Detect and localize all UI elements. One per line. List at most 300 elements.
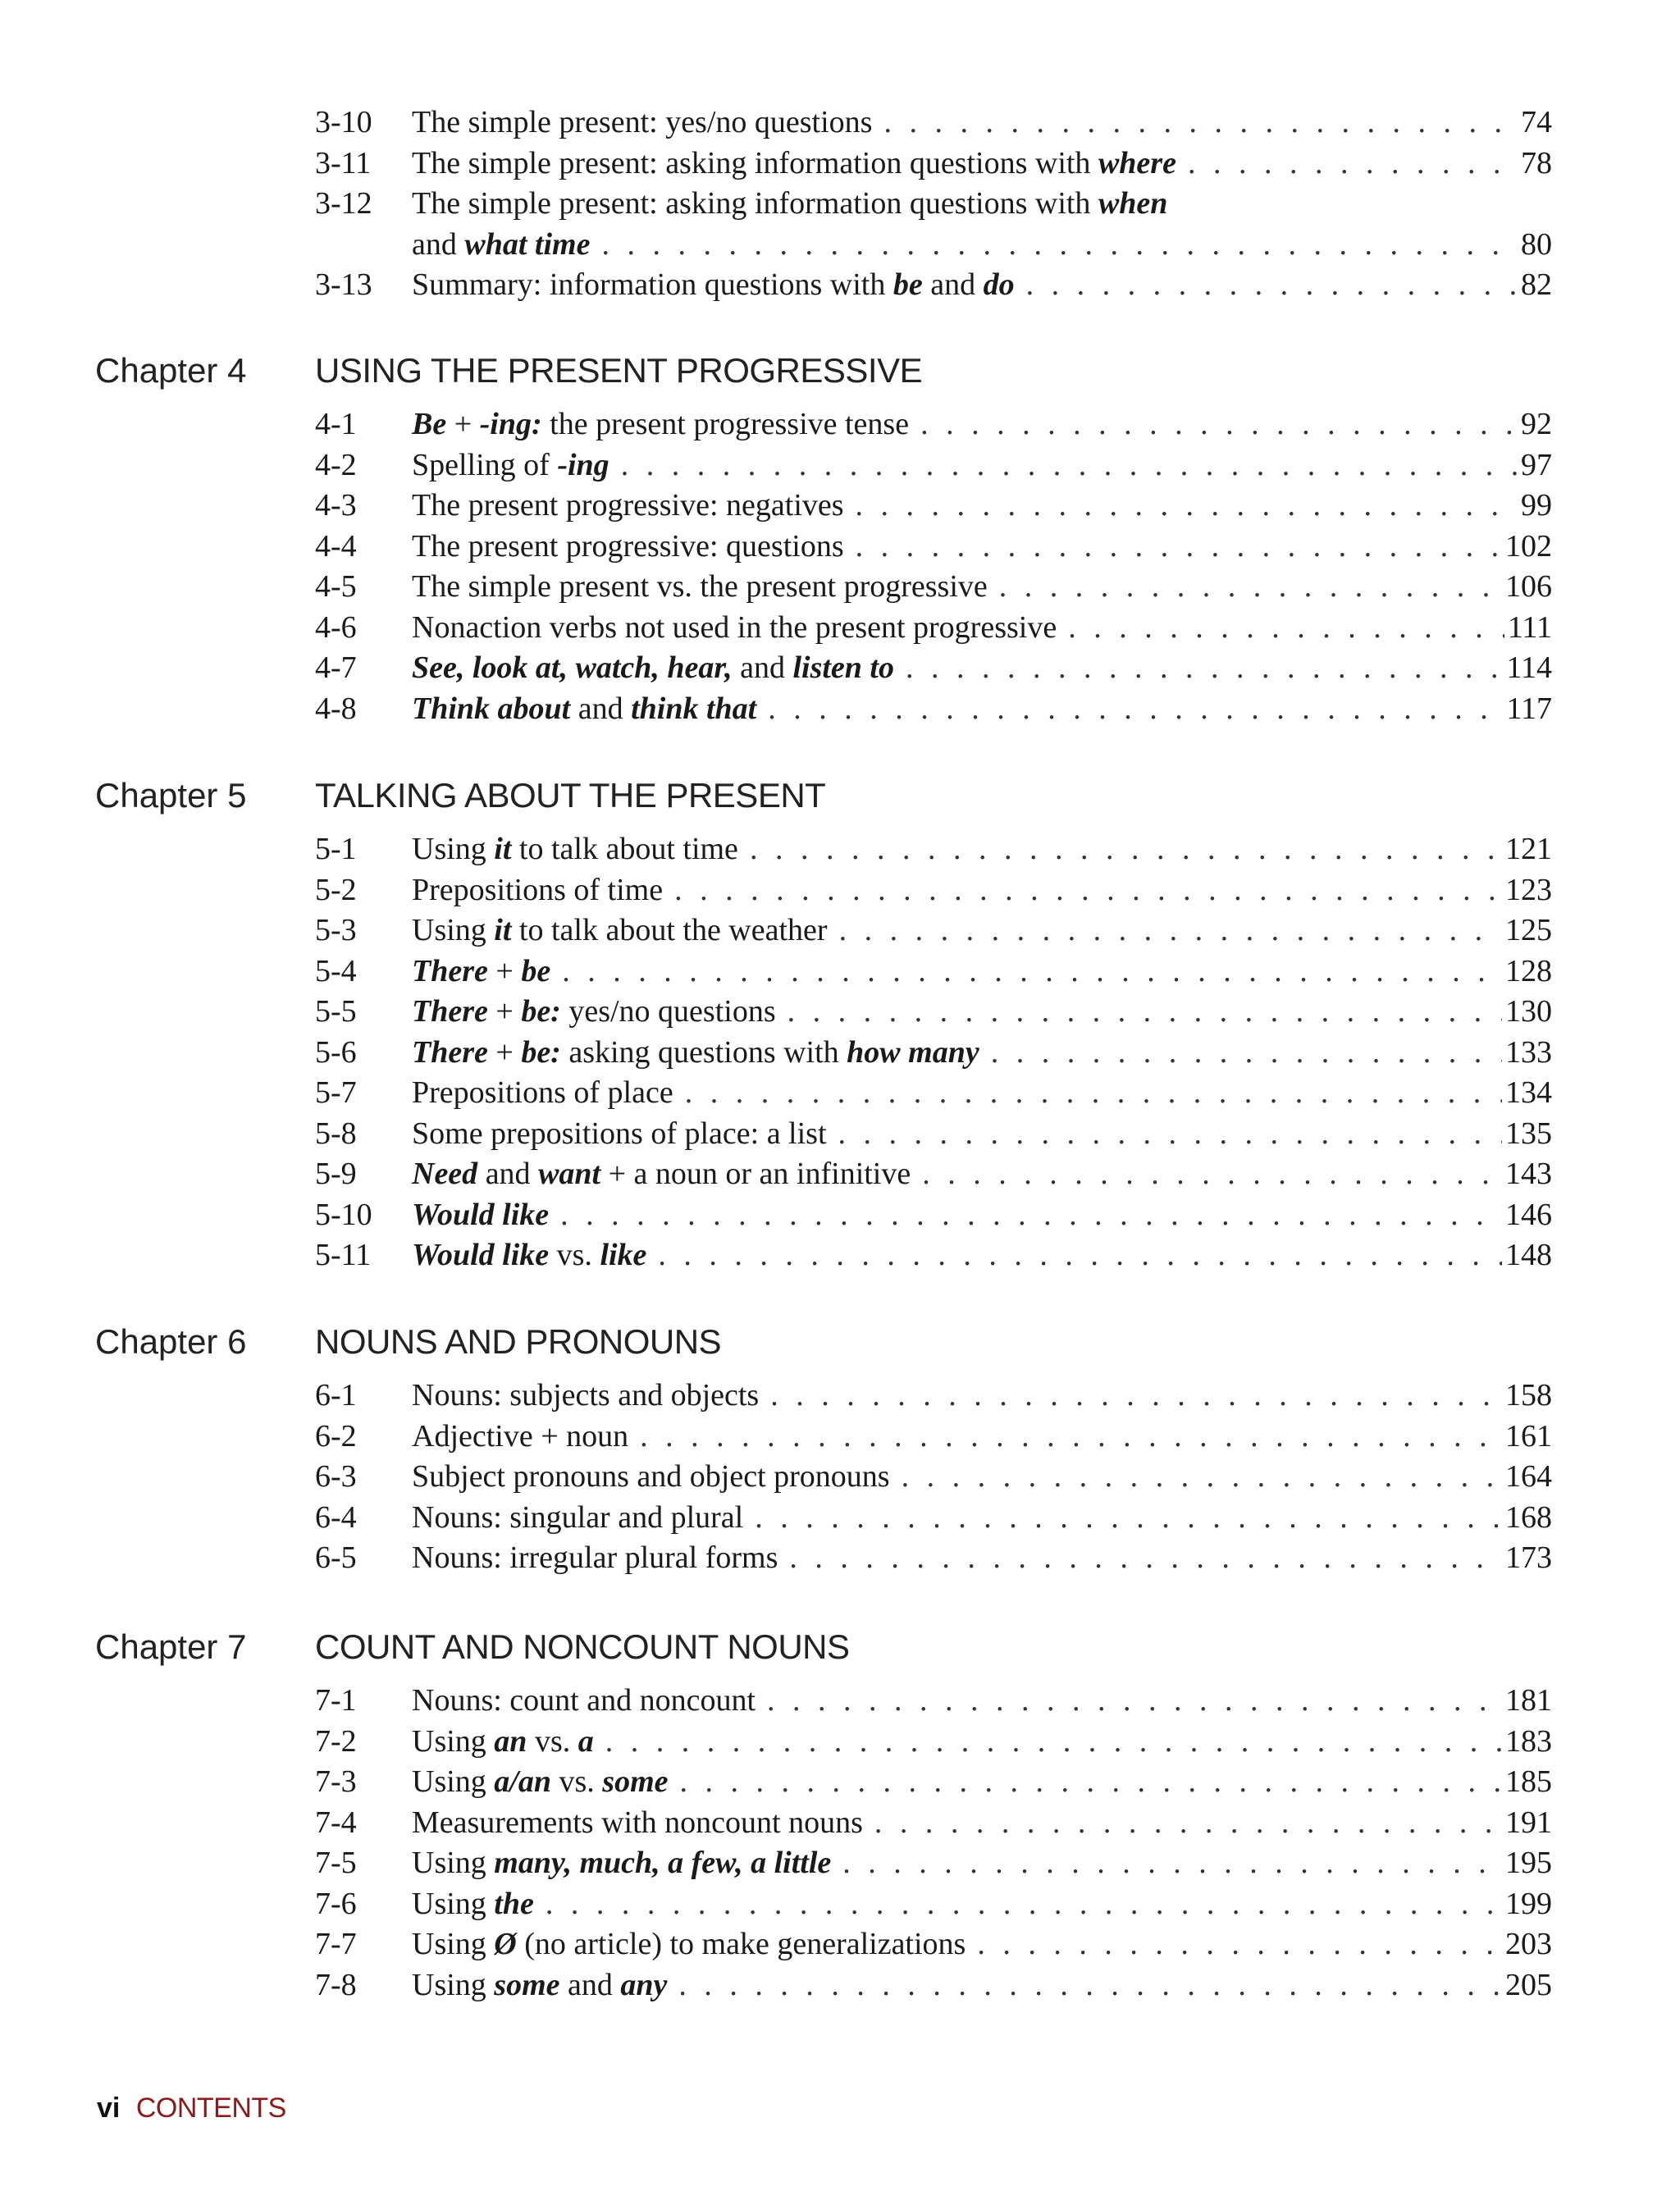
section-title bbox=[412, 1965, 667, 2006]
section-title bbox=[412, 485, 844, 526]
title-text: Using bbox=[412, 832, 495, 866]
page-ref: 199 bbox=[1505, 1886, 1552, 1921]
emphasis-term: where bbox=[1098, 145, 1176, 180]
section-title bbox=[412, 264, 1015, 305]
page-ref: 146 bbox=[1505, 1197, 1552, 1232]
emphasis-term: many, much, a few, a little bbox=[494, 1846, 832, 1880]
section-title bbox=[412, 1153, 911, 1194]
emphasis-term: some bbox=[494, 1967, 560, 2002]
emphasis-term: be: bbox=[521, 994, 561, 1029]
title-text: Spelling of bbox=[412, 447, 558, 482]
title-text: and bbox=[732, 650, 793, 685]
page-ref: 191 bbox=[1505, 1805, 1552, 1840]
entry-body bbox=[412, 102, 1552, 143]
title-text: Nouns: subjects and objects bbox=[412, 1378, 760, 1412]
section-title bbox=[412, 869, 663, 910]
toc-entry[interactable] bbox=[0, 1883, 1680, 1924]
entry-body bbox=[412, 1924, 1552, 1965]
entry-body bbox=[412, 485, 1552, 526]
dot-leader bbox=[902, 1456, 1502, 1497]
entry-body bbox=[412, 1194, 1552, 1235]
page-ref: 205 bbox=[1505, 1967, 1552, 2002]
dot-leader bbox=[750, 828, 1502, 869]
chapter-label: Chapter 5 bbox=[95, 776, 247, 815]
entry-body bbox=[412, 224, 1552, 265]
section-number: 6-5 bbox=[315, 1540, 357, 1575]
title-text: The simple present: yes/no questions bbox=[412, 105, 873, 139]
entry-body bbox=[412, 1456, 1552, 1497]
dot-leader bbox=[680, 1761, 1502, 1802]
emphasis-term: any bbox=[620, 1967, 668, 2002]
dot-leader bbox=[838, 1113, 1502, 1154]
section-number: 4-5 bbox=[315, 569, 357, 604]
title-text: Prepositions of time bbox=[412, 872, 664, 907]
entry-body bbox=[412, 1965, 1552, 2006]
emphasis-term: do bbox=[983, 267, 1015, 302]
dot-leader bbox=[560, 1194, 1502, 1235]
chapter-title[interactable]: NOUNS AND PRONOUNS bbox=[315, 1322, 722, 1361]
emphasis-term: it bbox=[494, 832, 512, 866]
page-ref: 135 bbox=[1505, 1116, 1552, 1151]
section-title bbox=[412, 688, 756, 729]
title-text: vs. bbox=[527, 1723, 578, 1759]
chapter-label: Chapter 6 bbox=[95, 1322, 247, 1361]
title-text: asking questions with bbox=[560, 1034, 847, 1070]
title-text: to talk about time bbox=[511, 832, 738, 866]
toc-entry[interactable] bbox=[0, 445, 1680, 486]
running-footer-label: CONTENTS bbox=[135, 2092, 286, 2124]
dot-leader bbox=[770, 1375, 1502, 1416]
page-ref: 114 bbox=[1506, 650, 1552, 685]
toc-entry[interactable] bbox=[0, 1153, 1680, 1194]
dot-leader bbox=[755, 1497, 1502, 1538]
section-number: 5-3 bbox=[315, 913, 357, 947]
emphasis-term: an bbox=[494, 1723, 527, 1759]
section-number: 5-11 bbox=[315, 1238, 372, 1272]
title-text: The simple present vs. the present progressive bbox=[412, 569, 988, 604]
title-text: the present progressive tense bbox=[541, 407, 910, 441]
emphasis-term: a bbox=[578, 1723, 594, 1759]
page-ref: 161 bbox=[1505, 1418, 1552, 1454]
section-number: 4-6 bbox=[315, 609, 357, 645]
page-ref: 102 bbox=[1505, 528, 1552, 564]
section-title bbox=[412, 102, 872, 143]
section-title bbox=[412, 1761, 669, 1802]
title-text: Measurements with noncount nouns bbox=[412, 1805, 863, 1840]
section-number: 5-10 bbox=[315, 1197, 372, 1232]
section-number: 7-8 bbox=[315, 1967, 357, 2002]
entry-body bbox=[412, 526, 1552, 567]
section-number: 6-2 bbox=[315, 1418, 357, 1454]
section-title bbox=[412, 910, 828, 951]
section-title bbox=[412, 1537, 778, 1578]
title-text: Adjective + noun bbox=[412, 1418, 629, 1454]
toc-entry[interactable] bbox=[0, 566, 1680, 607]
entry-body bbox=[412, 1375, 1552, 1416]
chapter-label: Chapter 4 bbox=[95, 351, 247, 390]
entry-body bbox=[412, 1416, 1552, 1457]
page-ref: 92 bbox=[1521, 407, 1552, 441]
page-ref: 82 bbox=[1521, 267, 1552, 302]
section-number: 3-12 bbox=[315, 186, 372, 221]
emphasis-term: listen to bbox=[792, 650, 894, 685]
section-number: 5-4 bbox=[315, 953, 357, 988]
section-number: 4-2 bbox=[315, 447, 357, 482]
section-title bbox=[412, 607, 1057, 648]
entry-body bbox=[412, 566, 1552, 607]
section-number: 3-13 bbox=[315, 267, 372, 302]
section-title bbox=[412, 143, 1176, 184]
page-ref: 117 bbox=[1506, 691, 1552, 726]
toc-entry[interactable] bbox=[0, 143, 1680, 184]
title-text: Using bbox=[412, 1927, 495, 1961]
page-ref: 195 bbox=[1505, 1846, 1552, 1880]
page-ref: 148 bbox=[1505, 1238, 1552, 1272]
emphasis-term: Need bbox=[412, 1157, 478, 1191]
page-ref: 203 bbox=[1505, 1927, 1552, 1961]
dot-leader bbox=[1068, 607, 1504, 648]
toc-entry[interactable] bbox=[0, 688, 1680, 729]
section-title bbox=[412, 1802, 863, 1843]
dot-leader bbox=[922, 1153, 1502, 1194]
entry-body bbox=[412, 404, 1552, 445]
emphasis-term: think that bbox=[631, 691, 757, 726]
entry-body bbox=[412, 445, 1552, 486]
emphasis-term: -ing: bbox=[479, 407, 542, 441]
dot-leader bbox=[678, 1965, 1502, 2006]
dot-leader bbox=[999, 566, 1502, 607]
emphasis-term: See, look at, watch, hear, bbox=[412, 650, 733, 685]
entry-body bbox=[412, 647, 1552, 688]
page-ref: 106 bbox=[1505, 569, 1552, 604]
title-text: Using bbox=[412, 913, 495, 947]
section-number: 6-3 bbox=[315, 1459, 357, 1494]
dot-leader bbox=[1188, 143, 1518, 184]
section-title bbox=[412, 1194, 549, 1235]
page-number: vi bbox=[97, 2092, 121, 2124]
dot-leader bbox=[640, 1416, 1502, 1457]
section-title bbox=[412, 1842, 831, 1883]
section-title bbox=[412, 1416, 628, 1457]
page-ref: 181 bbox=[1505, 1683, 1552, 1718]
section-number: 5-8 bbox=[315, 1116, 357, 1151]
section-number: 5-7 bbox=[315, 1075, 357, 1110]
toc-entry[interactable] bbox=[0, 183, 1680, 224]
emphasis-term: Would like bbox=[412, 1238, 550, 1272]
section-title bbox=[412, 566, 988, 607]
title-text: + bbox=[487, 994, 522, 1029]
emphasis-term: some bbox=[602, 1764, 669, 1799]
page-ref: 183 bbox=[1505, 1723, 1552, 1759]
section-number: 4-3 bbox=[315, 488, 357, 523]
toc-entry[interactable] bbox=[0, 485, 1680, 526]
title-text: Nonaction verbs not used in the present progressive bbox=[412, 609, 1057, 645]
page-ref: 78 bbox=[1521, 145, 1552, 180]
emphasis-term: There bbox=[412, 1034, 488, 1070]
toc-entry[interactable] bbox=[0, 1375, 1680, 1416]
title-text: Subject pronouns and object pronouns bbox=[412, 1459, 890, 1494]
toc-entry[interactable] bbox=[0, 991, 1680, 1032]
section-number: 4-4 bbox=[315, 528, 357, 564]
page-ref: 99 bbox=[1521, 488, 1552, 523]
toc-entry[interactable] bbox=[0, 1194, 1680, 1235]
toc-entry[interactable] bbox=[0, 1497, 1680, 1538]
chapter-label: Chapter 7 bbox=[95, 1627, 247, 1666]
section-number: 3-10 bbox=[315, 105, 372, 139]
title-text: Using bbox=[412, 1886, 495, 1921]
toc-entry-continuation[interactable] bbox=[0, 224, 1680, 265]
emphasis-term: Be bbox=[412, 407, 447, 441]
toc-entry[interactable] bbox=[0, 102, 1680, 143]
title-text: + bbox=[487, 953, 522, 988]
toc-entry[interactable] bbox=[0, 1965, 1680, 2006]
chapter-title[interactable]: COUNT AND NONCOUNT NOUNS bbox=[315, 1627, 850, 1666]
toc-entry[interactable] bbox=[0, 1456, 1680, 1497]
page-ref: 74 bbox=[1521, 105, 1552, 139]
title-text: Using bbox=[412, 1764, 495, 1799]
emphasis-term: what time bbox=[464, 226, 591, 262]
title-text: The simple present: asking information questions with bbox=[412, 145, 1098, 180]
title-text: and bbox=[922, 267, 984, 302]
title-text: The present progressive: questions bbox=[412, 528, 844, 564]
title-text: vs. bbox=[551, 1764, 603, 1799]
page-ref: 164 bbox=[1505, 1459, 1552, 1494]
dot-leader bbox=[839, 910, 1502, 951]
toc-entry[interactable] bbox=[0, 404, 1680, 445]
title-text: The simple present: asking information questions with bbox=[412, 186, 1098, 221]
entry-body bbox=[412, 991, 1552, 1032]
title-text: The present progressive: negatives bbox=[412, 488, 844, 523]
toc-entry[interactable] bbox=[0, 1924, 1680, 1965]
toc-entry[interactable] bbox=[0, 1032, 1680, 1073]
toc-entry[interactable] bbox=[0, 1842, 1680, 1883]
emphasis-term: be bbox=[521, 953, 551, 988]
dot-leader bbox=[767, 1680, 1502, 1721]
toc-entry[interactable] bbox=[0, 1802, 1680, 1843]
entry-body bbox=[412, 1761, 1552, 1802]
section-title bbox=[412, 1924, 966, 1965]
page-ref: 128 bbox=[1505, 953, 1552, 988]
title-text: and bbox=[570, 691, 632, 726]
toc-entry[interactable] bbox=[0, 647, 1680, 688]
emphasis-term: There bbox=[412, 994, 488, 1029]
entry-body bbox=[412, 1802, 1552, 1843]
toc-entry[interactable] bbox=[0, 1072, 1680, 1113]
entry-body bbox=[412, 1680, 1552, 1721]
page-ref: 97 bbox=[1521, 447, 1552, 482]
section-number: 5-2 bbox=[315, 872, 357, 907]
title-text: to talk about the weather bbox=[511, 913, 828, 947]
emphasis-term: -ing bbox=[557, 447, 609, 482]
dot-leader bbox=[562, 951, 1502, 992]
page-ref: 111 bbox=[1507, 609, 1552, 645]
section-title bbox=[412, 1497, 743, 1538]
page-ref: 130 bbox=[1505, 994, 1552, 1029]
section-title bbox=[412, 1234, 646, 1276]
section-title bbox=[412, 828, 738, 869]
toc-entry[interactable] bbox=[0, 1113, 1680, 1154]
entry-body bbox=[412, 1234, 1552, 1276]
emphasis-term: how many bbox=[847, 1034, 979, 1070]
page-ref: 143 bbox=[1505, 1157, 1552, 1191]
section-number: 6-4 bbox=[315, 1499, 357, 1535]
entry-body bbox=[412, 869, 1552, 910]
title-text: (no article) to make generalizations bbox=[516, 1927, 966, 1961]
toc-entry[interactable] bbox=[0, 1721, 1680, 1762]
section-number: 7-6 bbox=[315, 1886, 357, 1921]
dot-leader bbox=[601, 224, 1518, 265]
toc-entry[interactable] bbox=[0, 1761, 1680, 1802]
section-number: 7-2 bbox=[315, 1723, 357, 1759]
toc-entry[interactable] bbox=[0, 951, 1680, 992]
dot-leader bbox=[856, 526, 1502, 567]
section-title bbox=[412, 1113, 827, 1154]
chapter-title[interactable]: USING THE PRESENT PROGRESSIVE bbox=[315, 351, 923, 390]
dot-leader bbox=[856, 485, 1518, 526]
section-number: 7-5 bbox=[315, 1846, 357, 1880]
section-number: 7-3 bbox=[315, 1764, 357, 1799]
title-text: Prepositions of place bbox=[412, 1075, 673, 1110]
emphasis-term: be: bbox=[521, 1034, 561, 1070]
title-text: Nouns: count and noncount bbox=[412, 1683, 756, 1718]
section-title bbox=[412, 526, 844, 567]
page-ref: 80 bbox=[1521, 226, 1552, 262]
section-title bbox=[412, 951, 550, 992]
toc-entry[interactable] bbox=[0, 828, 1680, 869]
chapter-title[interactable]: TALKING ABOUT THE PRESENT bbox=[315, 776, 826, 815]
toc-entry[interactable] bbox=[0, 607, 1680, 648]
entry-body bbox=[412, 1721, 1552, 1762]
section-number: 4-8 bbox=[315, 691, 357, 726]
title-text: + a noun or an infinitive bbox=[600, 1157, 911, 1191]
dot-leader bbox=[977, 1924, 1502, 1965]
section-number: 7-1 bbox=[315, 1683, 357, 1718]
toc-entry[interactable] bbox=[0, 264, 1680, 305]
section-title bbox=[412, 1375, 759, 1416]
toc-entry[interactable] bbox=[0, 910, 1680, 951]
section-title bbox=[412, 1680, 756, 1721]
title-text: + bbox=[446, 407, 480, 441]
section-title bbox=[412, 647, 894, 688]
page-ref: 168 bbox=[1505, 1499, 1552, 1535]
page-ref: 121 bbox=[1505, 832, 1552, 866]
section-number: 5-9 bbox=[315, 1157, 357, 1191]
section-number: 7-4 bbox=[315, 1805, 357, 1840]
emphasis-term: Think about bbox=[412, 691, 571, 726]
page-ref: 185 bbox=[1505, 1764, 1552, 1799]
dot-leader bbox=[920, 404, 1518, 445]
toc-entry[interactable] bbox=[0, 526, 1680, 567]
entry-body bbox=[412, 910, 1552, 951]
page-footer bbox=[97, 2090, 286, 2126]
entry-body bbox=[412, 1842, 1552, 1883]
section-title bbox=[412, 224, 590, 265]
dot-leader bbox=[883, 102, 1518, 143]
section-number: 4-7 bbox=[315, 650, 357, 685]
toc-entry[interactable] bbox=[0, 1416, 1680, 1457]
entry-body bbox=[412, 1537, 1552, 1578]
toc-entry[interactable] bbox=[0, 1537, 1680, 1578]
title-text: vs. bbox=[549, 1238, 600, 1272]
dot-leader bbox=[658, 1234, 1502, 1276]
section-title bbox=[412, 991, 776, 1032]
emphasis-term: it bbox=[494, 913, 512, 947]
emphasis-term: a/an bbox=[494, 1764, 551, 1799]
section-title bbox=[412, 1456, 890, 1497]
toc-entry[interactable] bbox=[0, 1234, 1680, 1276]
title-text: Summary: information questions with bbox=[412, 267, 893, 302]
dot-leader bbox=[674, 869, 1502, 910]
title-text: and bbox=[412, 226, 465, 262]
entry-body bbox=[412, 1072, 1552, 1113]
dot-leader bbox=[874, 1802, 1502, 1843]
section-number: 5-1 bbox=[315, 832, 357, 866]
entry-body bbox=[412, 1497, 1552, 1538]
toc-entry[interactable] bbox=[0, 869, 1680, 910]
emphasis-term: Would like bbox=[412, 1197, 550, 1232]
entry-body bbox=[412, 607, 1552, 648]
dot-leader bbox=[789, 1537, 1502, 1578]
entry-body bbox=[412, 1032, 1552, 1073]
section-number: 5-6 bbox=[315, 1034, 357, 1070]
entry-body bbox=[412, 688, 1552, 729]
emphasis-term: Ø bbox=[494, 1927, 517, 1961]
emphasis-term: like bbox=[600, 1238, 647, 1272]
section-title bbox=[412, 445, 609, 486]
emphasis-term: want bbox=[538, 1157, 601, 1191]
title-text: Nouns: irregular plural forms bbox=[412, 1540, 778, 1575]
title-text: Some prepositions of place: a list bbox=[412, 1116, 827, 1151]
section-title bbox=[412, 1883, 534, 1924]
page-ref: 158 bbox=[1505, 1378, 1552, 1412]
section-number: 4-1 bbox=[315, 407, 357, 441]
dot-leader bbox=[788, 991, 1502, 1032]
section-number: 6-1 bbox=[315, 1378, 357, 1412]
dot-leader bbox=[685, 1072, 1502, 1113]
title-text: Using bbox=[412, 1846, 495, 1880]
page-ref: 173 bbox=[1505, 1540, 1552, 1575]
section-number: 7-7 bbox=[315, 1927, 357, 1961]
title-text: + bbox=[487, 1034, 522, 1070]
title-text: Nouns: singular and plural bbox=[412, 1499, 744, 1535]
page-ref: 134 bbox=[1505, 1075, 1552, 1110]
entry-body bbox=[412, 264, 1552, 305]
dot-leader bbox=[546, 1883, 1502, 1924]
page-ref: 123 bbox=[1505, 872, 1552, 907]
title-text: and bbox=[559, 1967, 621, 2002]
emphasis-term: the bbox=[494, 1886, 534, 1921]
dot-leader bbox=[906, 647, 1503, 688]
title-text: and bbox=[477, 1157, 539, 1191]
section-title bbox=[412, 1032, 979, 1073]
page-ref: 133 bbox=[1505, 1034, 1552, 1070]
dot-leader bbox=[991, 1032, 1502, 1073]
dot-leader bbox=[842, 1842, 1502, 1883]
section-title bbox=[412, 183, 1167, 224]
page-ref: 125 bbox=[1505, 913, 1552, 947]
title-text: Using bbox=[412, 1967, 495, 2002]
toc-entry[interactable] bbox=[0, 1680, 1680, 1721]
emphasis-term: There bbox=[412, 953, 488, 988]
title-text: Using bbox=[412, 1723, 495, 1759]
dot-leader bbox=[1026, 264, 1518, 305]
emphasis-term: when bbox=[1098, 186, 1168, 221]
title-text: yes/no questions bbox=[560, 994, 776, 1029]
section-title bbox=[412, 1072, 673, 1113]
emphasis-term: be bbox=[892, 267, 923, 302]
entry-body bbox=[412, 143, 1552, 184]
section-number: 3-11 bbox=[315, 145, 372, 180]
